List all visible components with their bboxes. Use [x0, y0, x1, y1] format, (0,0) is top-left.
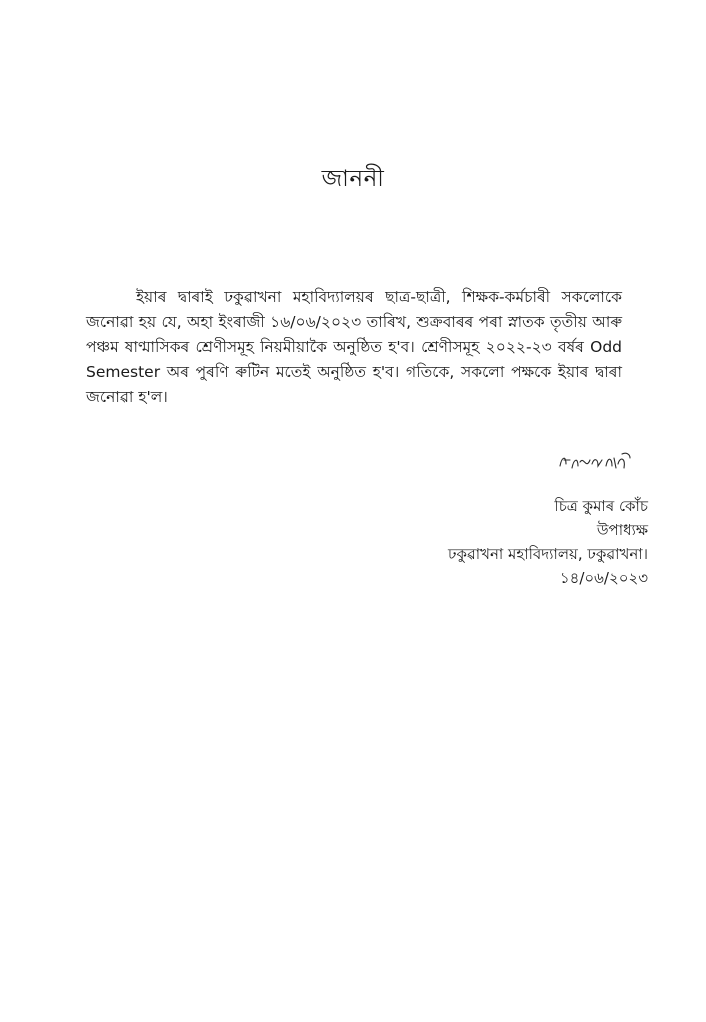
handwritten-signature: [556, 448, 636, 476]
signature-block: [448, 494, 648, 590]
signatory-name: চিত্ৰ কুমাৰ কোঁচ: [554, 497, 648, 515]
signatory-designation: উপাধ্যক্ষ: [596, 521, 648, 539]
notice-body: ইয়াৰ দ্বাৰাই ঢকুৱাখনা মহাবিদ্যালয়ৰ ছাত্ৰ-ছাত্ৰী, শিক্ষক-কৰ্মচাৰী সকলোকে জনোৱা হয় যে, অহা ইংৰাজী ১৬/০৬/২০২৩ তাৰিখ, শুক্ৰবাৰৰ পৰা স্নাতক তৃতীয় আৰু পঞ্চম ষাণ্মাসিকৰ শ্ৰেণীসমূহ নিয়মীয়াকৈ অনুষ্ঠিত হ'ব। শ্ৰেণীসমূহ ২০২২-২৩ বৰ্ষৰ Odd Semester অৰ পুৰণি ৰুটিন মতেই অনুষ্ঠিত হ'ব। গতিকে, সকলো পক্ষকে ইয়াৰ দ্বাৰা জনোৱা হ'ল।: [86, 288, 622, 406]
notice-title: জাননী: [321, 166, 385, 192]
signature-scribble-icon: [556, 448, 636, 476]
signatory-institution: ঢকুৱাখনা মহাবিদ্যালয়, ঢকুৱাখনা।: [448, 545, 648, 563]
notice-date: ১৪/০৬/২০২৩: [559, 569, 648, 587]
